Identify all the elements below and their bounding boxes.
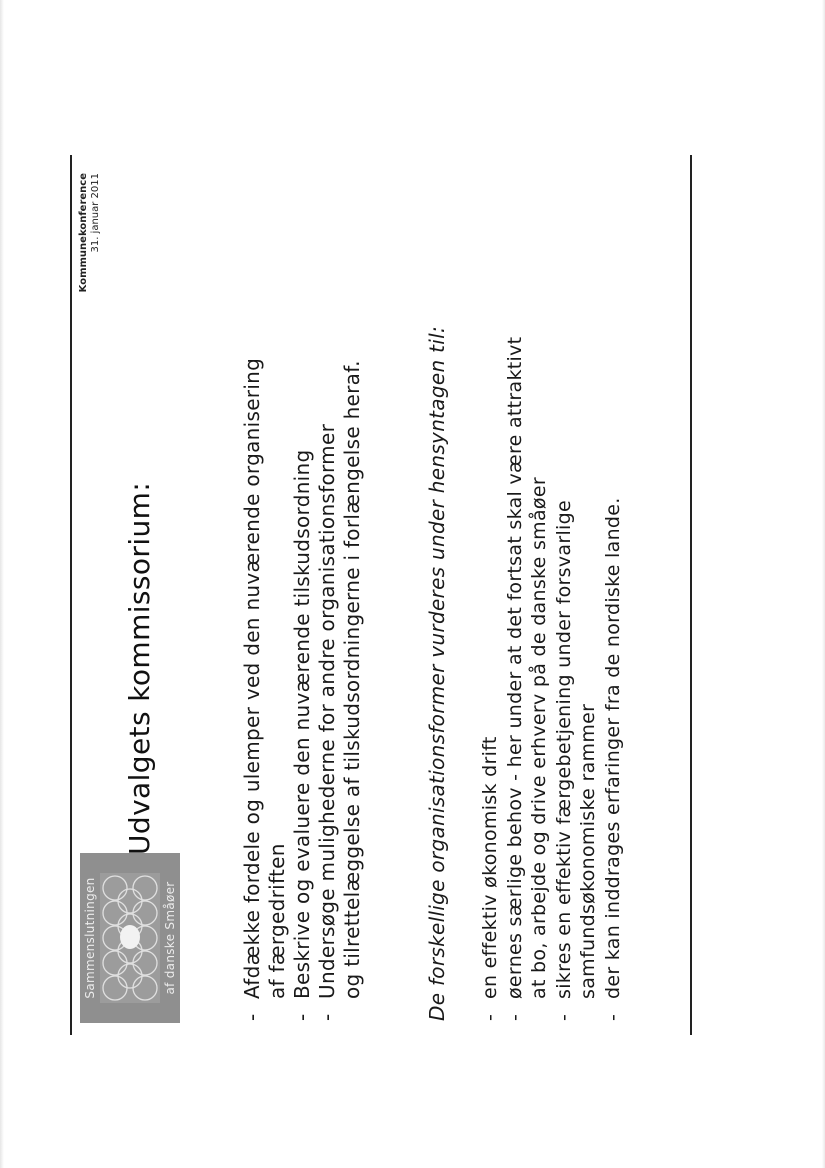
list-item: -en effektiv økonomisk drift — [479, 736, 501, 1021]
considerations-list — [478, 161, 625, 1021]
slide — [70, 155, 700, 1035]
top-rule — [70, 155, 72, 1035]
organization-logo — [80, 853, 180, 1023]
list-item: -sikres en effektiv færgebetjening under forsvarlige — [552, 500, 575, 1021]
logo-top-text: Sammenslutningen — [83, 877, 97, 999]
bottom-rule — [690, 155, 692, 1035]
section-heading: De forskellige organisationsformer vurderes under hensyntagen til: — [425, 326, 449, 1021]
list-item: at bo, arbejde og drive erhverv på de danske småøer — [528, 477, 550, 999]
logo-bottom-text: af danske Småøer — [163, 881, 177, 995]
conference-info — [78, 173, 102, 292]
slide-title: Udvalgets kommissorium: — [123, 481, 156, 855]
list-item: -Beskrive og evaluere den nuværende tilskudsordning — [290, 449, 314, 1021]
list-item: og tilrettelæggelse af tilskudsordningerne i forlængelse heraf. — [340, 360, 364, 999]
conference-date: 31. januar 2011 — [90, 173, 101, 253]
island-pattern-icon — [100, 873, 160, 1003]
scan-edge-left — [0, 0, 4, 1168]
commission-list — [240, 161, 365, 1021]
list-item: -Undersøge mulighederne for andre organisationsformer — [315, 423, 339, 1021]
list-item: samfundsøkonomiske rammer — [577, 703, 599, 999]
conference-name: Kommunekonference — [78, 173, 89, 293]
list-item: -Afdække fordele og ulemper ved den nuværende organisering — [240, 357, 264, 1021]
list-item: -øernes særlige behov - her under at det fortsat skal være attraktivt — [503, 336, 526, 1021]
list-item: -der kan inddrages erfaringer fra de nordiske lande. — [601, 497, 624, 1021]
list-item: af færgedriften — [265, 843, 289, 999]
